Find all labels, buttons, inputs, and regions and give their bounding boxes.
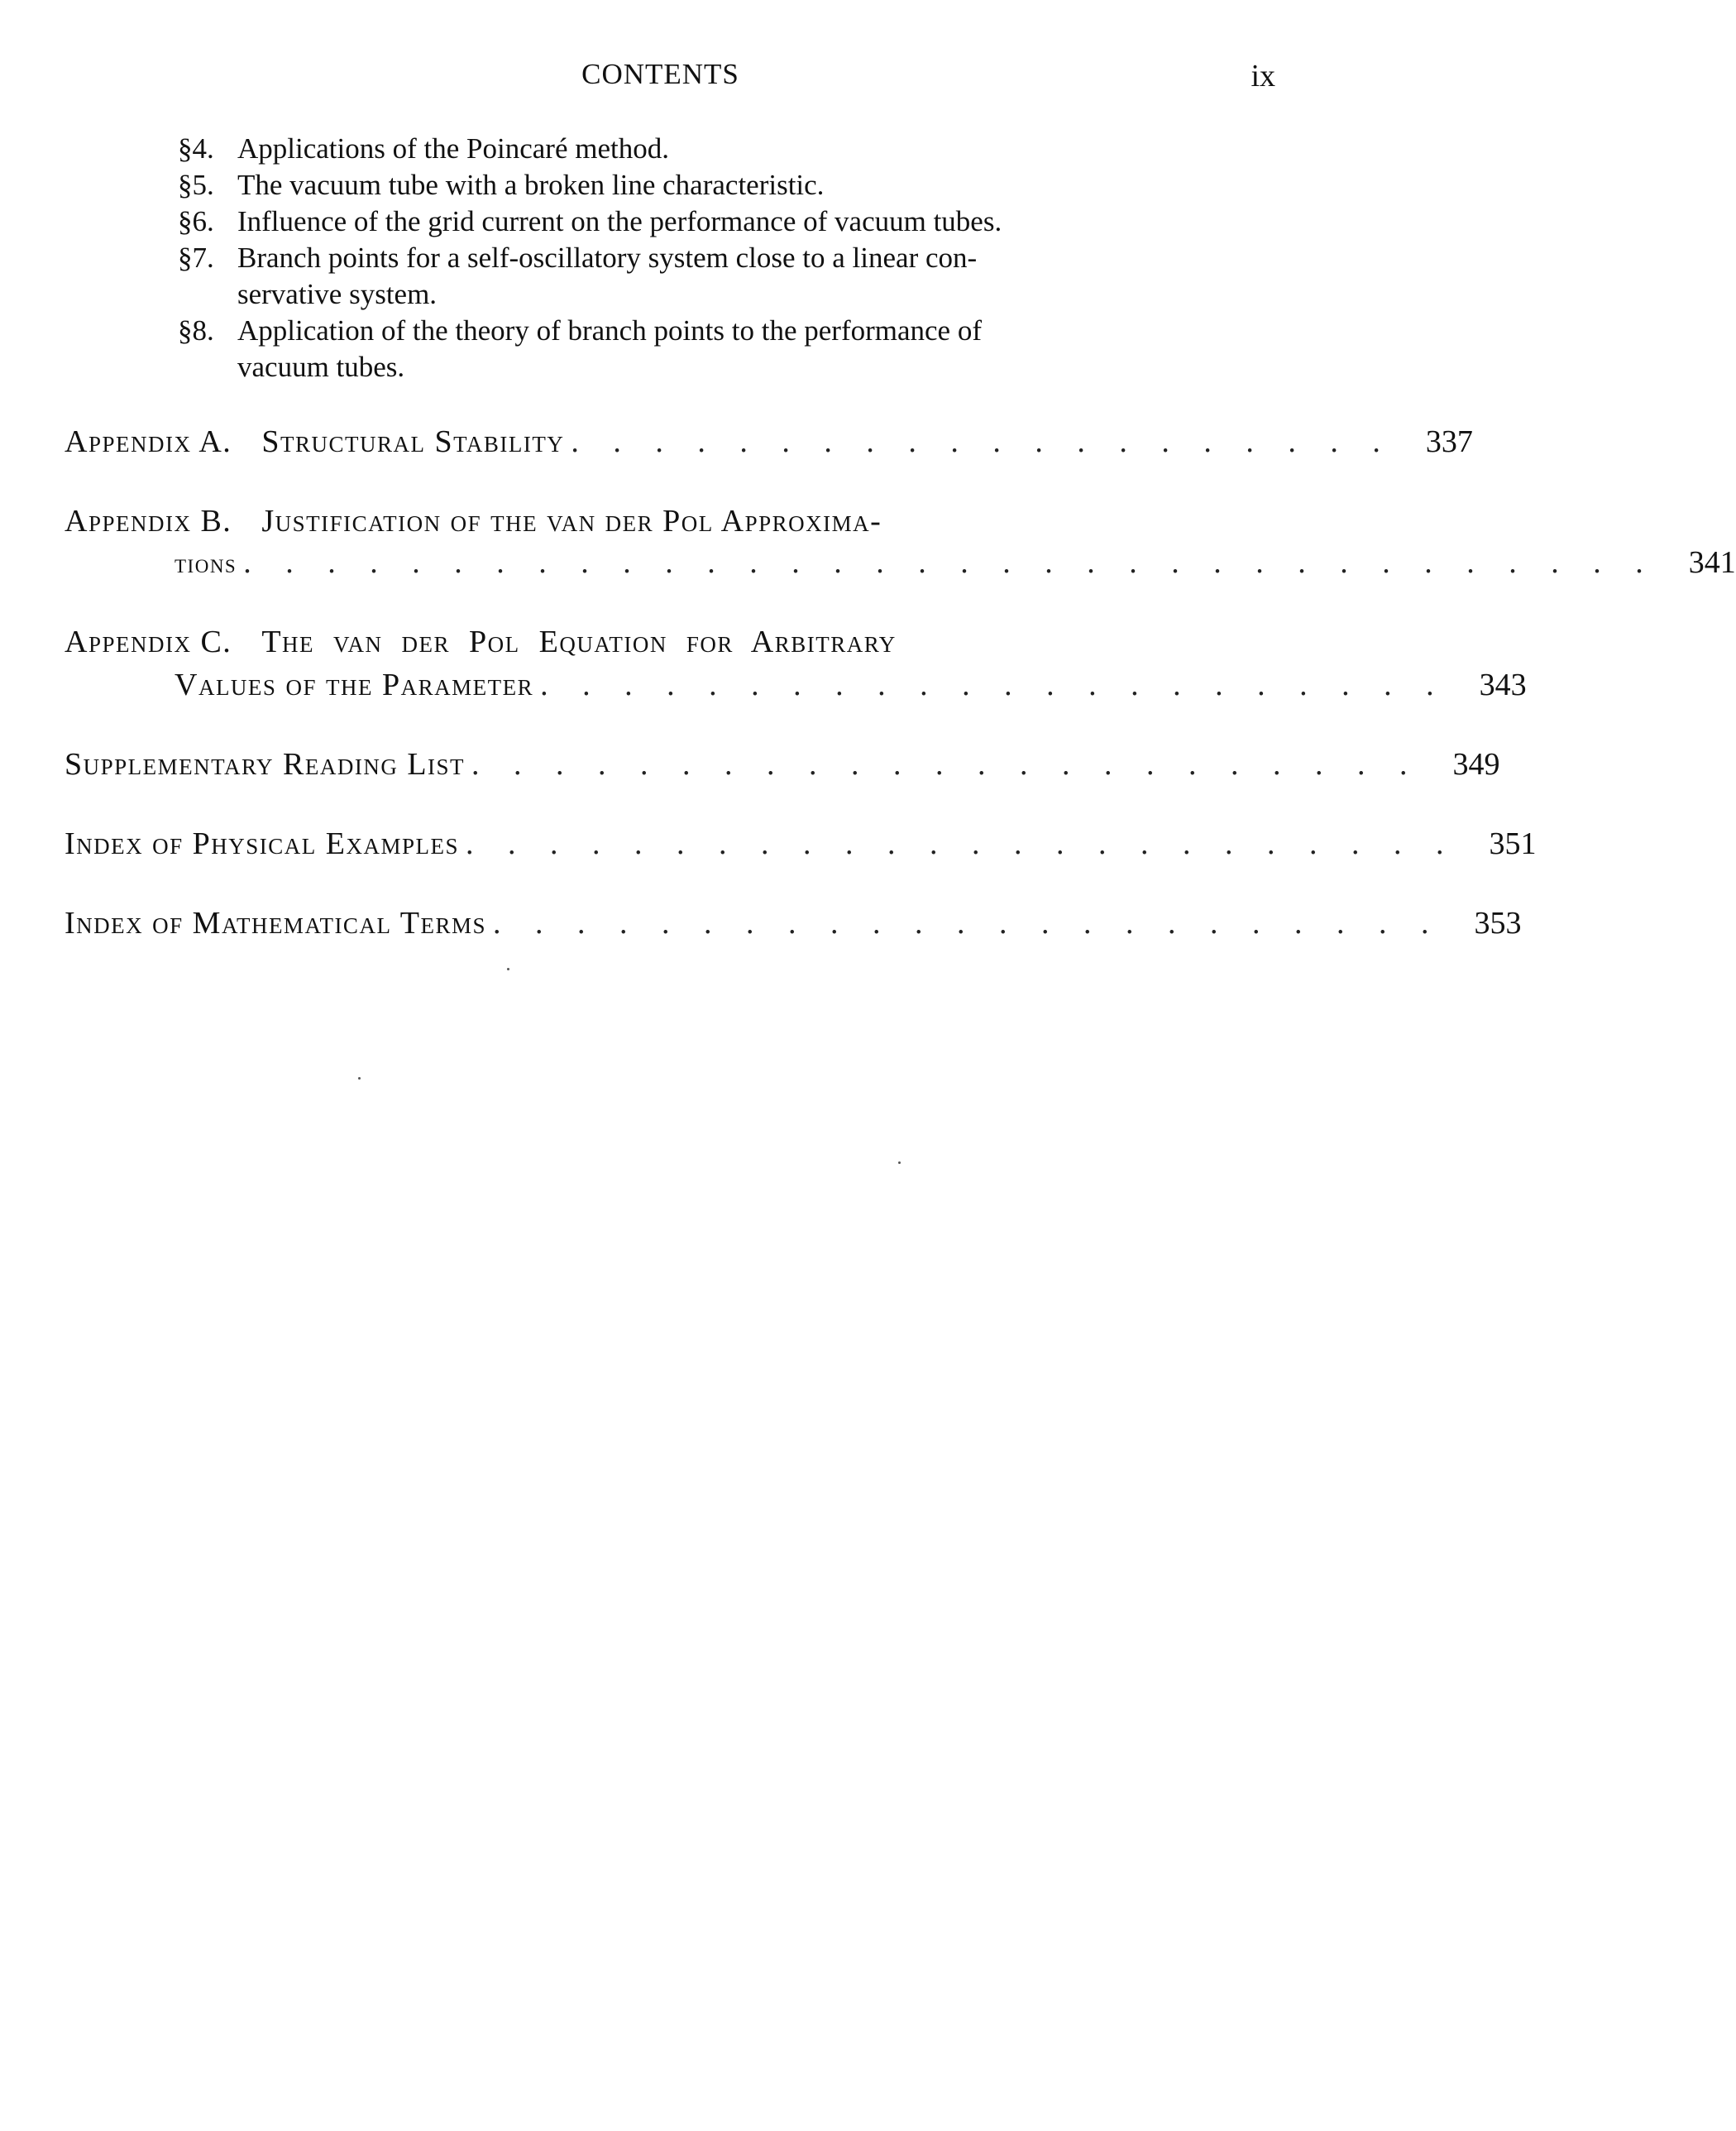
entry-page-number: 353 <box>1474 906 1522 941</box>
section-number: §4. <box>178 132 214 165</box>
entry-page-number: 349 <box>1452 747 1500 782</box>
scan-speck <box>898 1161 901 1164</box>
section-number: §6. <box>178 205 214 237</box>
entry-page-number: 341 <box>1688 545 1736 580</box>
section-title: Influence of the grid current on the performance of vacuum tubes. <box>237 205 1002 237</box>
section-item <box>178 131 1203 167</box>
entry-page-number: 343 <box>1479 668 1527 702</box>
dot-leader: . . . . . . . . . . . . . . . . . . . . . . . <box>471 747 1421 782</box>
entry-title: The van der Pol Equation for Arbitrary <box>261 625 897 659</box>
page-number: ix <box>1251 59 1275 93</box>
running-title: CONTENTS <box>581 58 739 90</box>
entry-title: Supplementary Reading List <box>65 747 466 782</box>
appendix-label: Appendix B. <box>65 504 232 539</box>
section-item <box>178 240 1203 313</box>
section-number: §5. <box>178 169 214 201</box>
dot-leader: . . . . . . . . . . . . . . . . . . . . <box>571 424 1394 459</box>
toc-entry-appendix-a[interactable] <box>65 420 1473 463</box>
section-item <box>178 167 1203 204</box>
scan-speck <box>358 1077 361 1080</box>
entry-title-continuation: tions <box>175 549 237 579</box>
entry-title: Index of Mathematical Terms <box>65 906 486 941</box>
appendix-label: Appendix A. <box>65 424 232 459</box>
dot-leader: . . . . . . . . . . . . . . . . . . . . . . <box>540 668 1447 702</box>
section-title-line: Branch points for a self-oscillatory system close to a linear con- <box>237 242 978 274</box>
section-list <box>178 131 1203 385</box>
toc-entry-math-index[interactable] <box>65 902 1522 945</box>
section-title <box>237 240 1203 313</box>
dot-leader: . . . . . . . . . . . . . . . . . . . . . . . . <box>466 826 1457 861</box>
entry-title: Justification of the van der Pol Approxima- <box>261 504 882 539</box>
section-number: §8. <box>178 314 214 347</box>
toc-entry-appendix-c[interactable] <box>65 620 1527 706</box>
section-title: Applications of the Poincaré method. <box>237 132 669 165</box>
section-title: The vacuum tube with a broken line characteristic. <box>237 169 825 201</box>
section-item <box>178 313 1203 385</box>
entry-title: Structural Stability <box>261 424 565 459</box>
section-title-line: Application of the theory of branch points to the performance of <box>237 314 982 347</box>
page-header <box>0 58 1321 99</box>
appendix-label: Appendix C. <box>65 625 232 659</box>
entry-title-continuation: Values of the Parameter <box>175 668 534 702</box>
toc-entry-physical-index[interactable] <box>65 822 1537 865</box>
dot-leader: . . . . . . . . . . . . . . . . . . . . . . . <box>492 906 1442 941</box>
toc-entry-reading-list[interactable] <box>65 743 1500 786</box>
section-item <box>178 204 1203 240</box>
dot-leader: . . . . . . . . . . . . . . . . . . . . . . . . . . . . . . . . . . <box>243 545 1657 580</box>
toc-entry-appendix-b[interactable] <box>65 500 1736 586</box>
entry-page-number: 351 <box>1489 826 1537 861</box>
entry-title: Index of Physical Examples <box>65 826 460 861</box>
section-title-continuation: servative system. <box>237 278 438 310</box>
entry-page-number: 337 <box>1425 424 1473 459</box>
section-title-continuation: vacuum tubes. <box>237 351 405 383</box>
section-number: §7. <box>178 242 214 274</box>
section-title <box>237 313 1203 385</box>
scan-speck <box>507 968 509 970</box>
